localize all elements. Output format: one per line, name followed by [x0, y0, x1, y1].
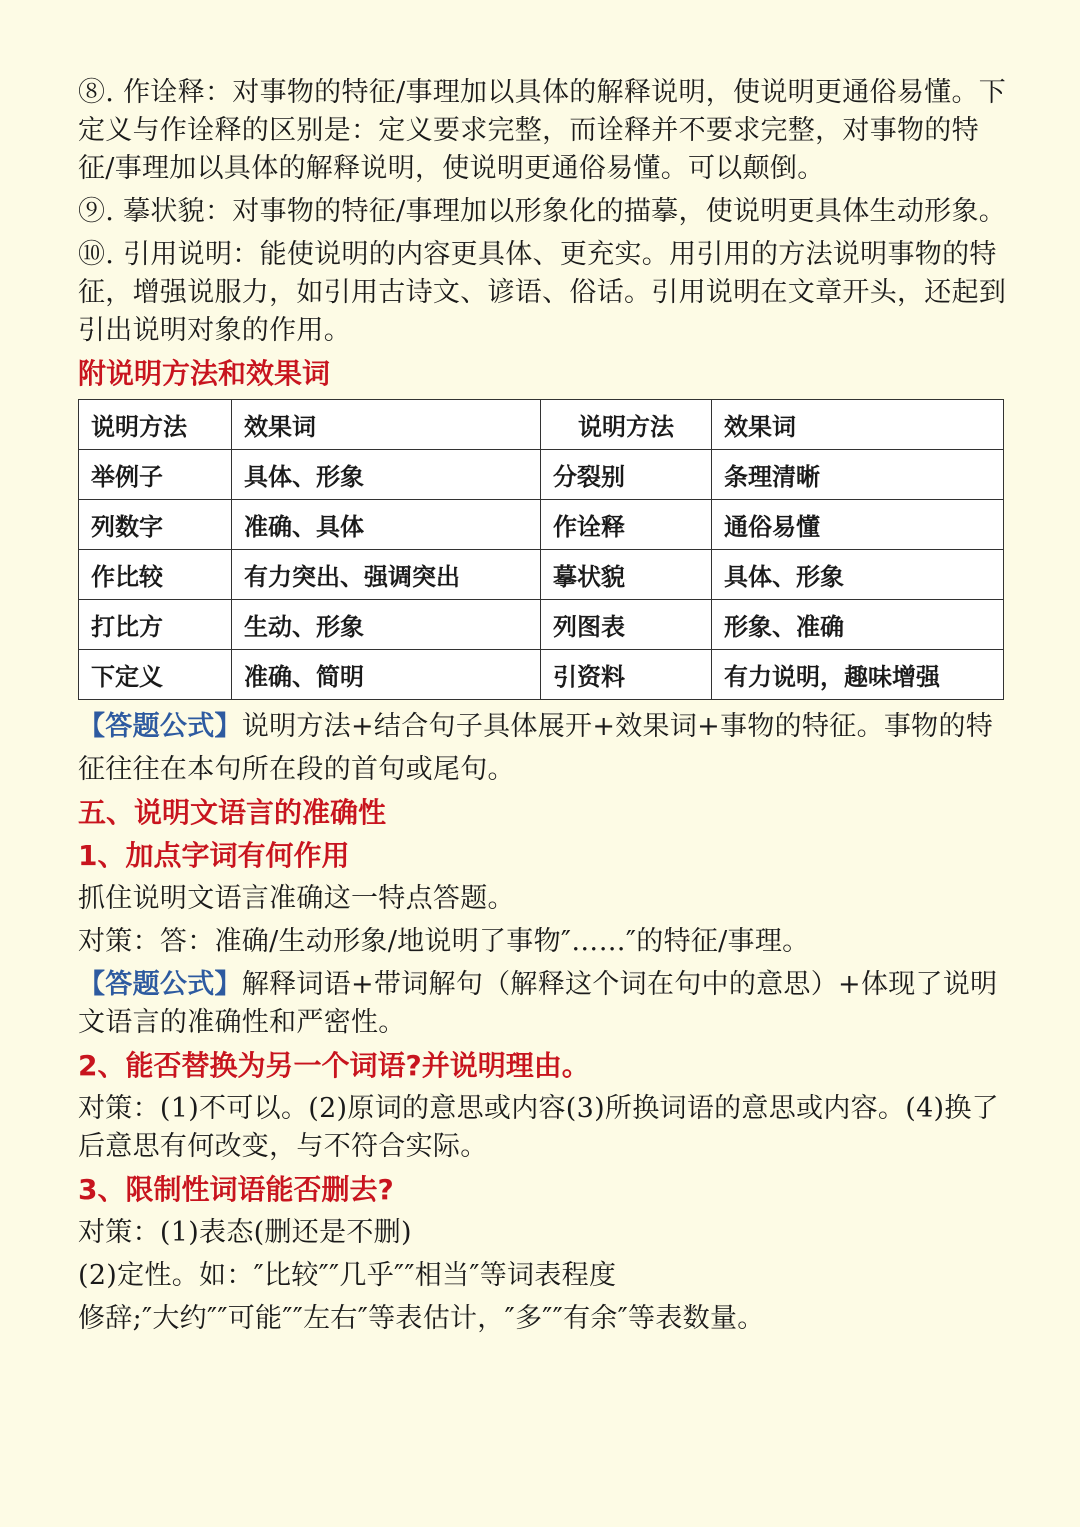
table-cell: 条理清晰	[712, 450, 1004, 500]
question-1-paragraph: 抓住说明文语言准确这一特点答题。	[78, 883, 515, 914]
table-cell: 通俗易懂	[712, 500, 1004, 550]
table-header-cell: 效果词	[232, 400, 541, 450]
table-cell: 下定义	[79, 650, 232, 700]
table-row	[79, 550, 1004, 600]
paragraph-item-8: ⑧. 作诠释：对事物的特征/事理加以具体的解释说明，使说明更通俗易懂。下定义与作诠释的区别是：定义要求完整，而诠释并不要求完整，对事物的特征/事理加以具体的解释说明，使说明更通俗易懂。可以颠倒。	[78, 77, 1007, 184]
formula-text: 说明方法+结合句子具体展开+效果词+事物的特征。事物的特	[241, 711, 994, 742]
formula-paragraph-1-cont: 征往往在本句所在段的首句或尾句。	[78, 754, 515, 785]
table-cell: 准确、简明	[232, 650, 541, 700]
question-1-title: 1、加点字词有何作用	[78, 839, 350, 872]
table-cell: 列图表	[541, 600, 712, 650]
methods-table	[78, 399, 1004, 700]
table-cell: 准确、具体	[232, 500, 541, 550]
table-header-row	[79, 400, 1004, 450]
table-header-cell: 说明方法	[79, 400, 232, 450]
question-3-strategy-3: 修辞;″大约″″可能″″左右″等表估计，″多″″有余″等表数量。	[78, 1303, 765, 1334]
table-cell: 形象、准确	[712, 600, 1004, 650]
table-cell: 生动、形象	[232, 600, 541, 650]
document-content	[78, 74, 1008, 1343]
table-row	[79, 500, 1004, 550]
table-cell: 举例子	[79, 450, 232, 500]
table-header-cell: 说明方法	[541, 400, 712, 450]
table-cell: 摹状貌	[541, 550, 712, 600]
table-cell: 打比方	[79, 600, 232, 650]
formula-tag: 【答题公式】	[78, 969, 242, 1000]
formula-paragraph-2	[78, 966, 1008, 1042]
table-heading: 附说明方法和效果词	[78, 357, 331, 390]
paragraph-item-10: ⑩. 引用说明：能使说明的内容更具体、更充实。用引用的方法说明事物的特征，增强说服力，如引用古诗文、谚语、俗话。引用说明在文章开头，还起到引出说明对象的作用。	[78, 239, 1007, 346]
formula-paragraph-1	[78, 708, 1008, 746]
table-row	[79, 600, 1004, 650]
table-cell: 具体、形象	[232, 450, 541, 500]
table-row	[79, 650, 1004, 700]
table-row	[79, 450, 1004, 500]
question-3-title: 3、限制性词语能否删去?	[78, 1173, 394, 1206]
question-3-strategy-1: 对策：(1)表态(删还是不删)	[78, 1217, 412, 1248]
question-1-strategy: 对策：答：准确/生动形象/地说明了事物″……″的特征/事理。	[78, 926, 810, 957]
section-title: 五、说明文语言的准确性	[78, 796, 387, 829]
table-cell: 具体、形象	[712, 550, 1004, 600]
table-cell: 作诠释	[541, 500, 712, 550]
table-cell: 列数字	[79, 500, 232, 550]
table-cell: 有力突出、强调突出	[232, 550, 541, 600]
formula-text: 解释词语+带词解句（解释这个词在句中的意思）+体现了说明文语言的准确性和严密性。	[78, 969, 998, 1038]
question-3-strategy-2: (2)定性。如：″比较″″几乎″″相当″等词表程度	[78, 1260, 617, 1291]
table-cell: 分裂别	[541, 450, 712, 500]
question-2-title: 2、能否替换为另一个词语?并说明理由。	[78, 1049, 590, 1082]
paragraph-item-9: ⑨. 摹状貌：对事物的特征/事理加以形象化的描摹，使说明更具体生动形象。	[78, 196, 1007, 227]
table-cell: 作比较	[79, 550, 232, 600]
table-cell: 有力说明，趣味增强	[712, 650, 1004, 700]
table-cell: 引资料	[541, 650, 712, 700]
question-2-strategy: 对策：(1)不可以。(2)原词的意思或内容(3)所换词语的意思或内容。(4)换了后意思有何改变，与不符合实际。	[78, 1093, 999, 1162]
formula-tag: 【答题公式】	[78, 711, 242, 742]
table-header-cell: 效果词	[712, 400, 1004, 450]
